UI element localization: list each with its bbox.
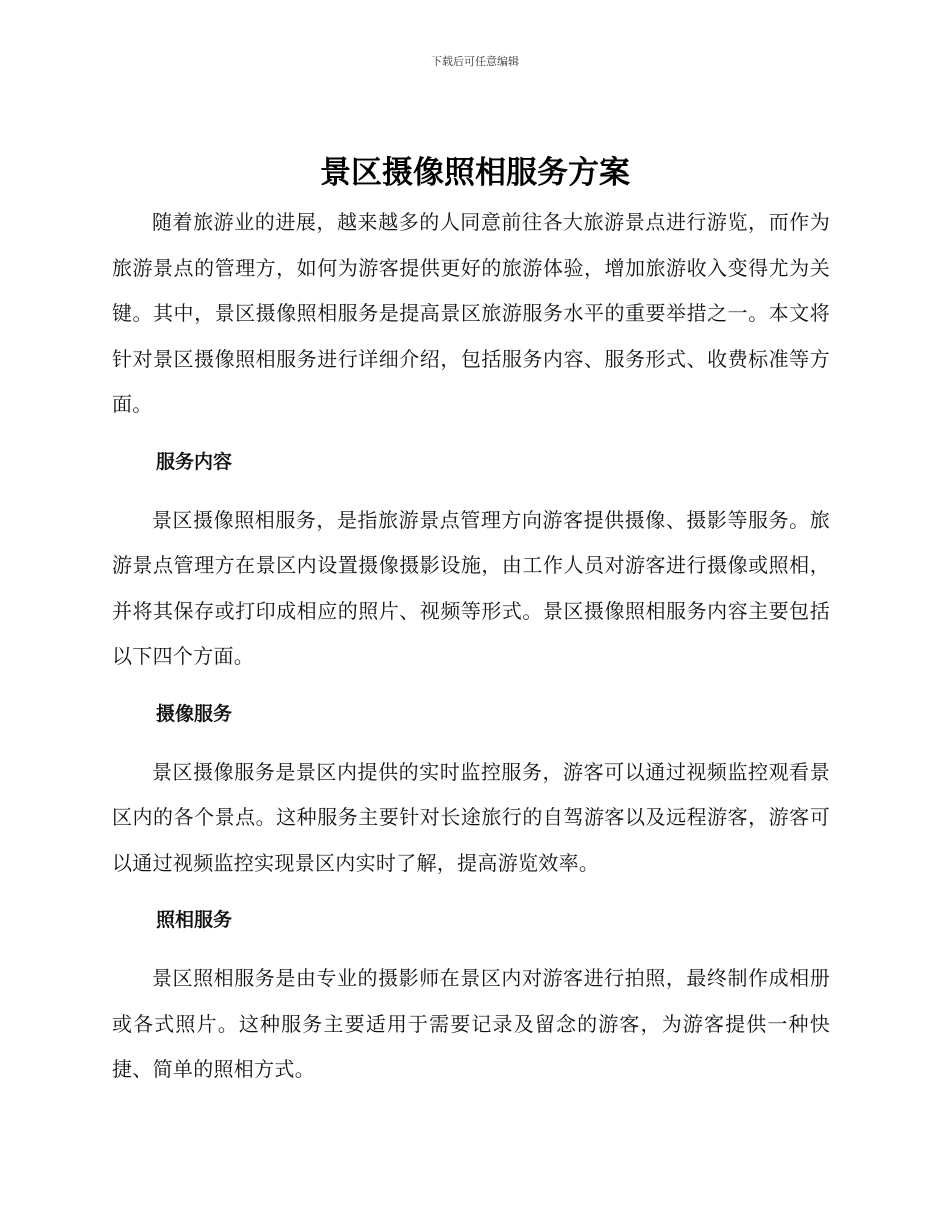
spacer — [112, 680, 830, 692]
section-body-video-service: 景区摄像服务是景区内提供的实时监控服务，游客可以通过视频监控观看景区内的各个景点。这种服务主要针对长途旅行的自驾游客以及远程游客，游客可以通过视频监控实现景区内实时了解，提高游览效率。 — [112, 759, 830, 875]
document-title: 景区摄像照相服务方案 — [320, 155, 630, 191]
section-heading-video-service: 摄像服务 — [156, 702, 233, 725]
spacer — [112, 886, 830, 898]
page-header-note: 下载后可任意编辑 — [431, 55, 519, 68]
section-body-service-content: 景区摄像照相服务，是指旅游景点管理方向游客提供摄像、摄影等服务。旅游景点管理方在景区内设置摄像摄影设施，由工作人员对游客进行摄像或照相，并将其保存或打印成相应的照片、视频等形式。景区摄像照相服务内容主要包括以下四个方面。 — [112, 507, 830, 668]
section-body-photo-service: 景区照相服务是由专业的摄影师在景区内对游客进行拍照，最终制作成相册或各式照片。这种服务主要适用于需要记录及留念的游客，为游客提供一种快捷、简单的照相方式。 — [112, 966, 830, 1081]
spacer — [112, 943, 830, 956]
document-body — [112, 200, 830, 1093]
section-heading-service-content: 服务内容 — [156, 450, 233, 473]
intro-paragraph: 随着旅游业的进展，越来越多的人同意前往各大旅游景点进行游览，而作为旅游景点的管理方，如何为游客提供更好的旅游体验，增加旅游收入变得尤为关键。其中，景区摄像照相服务是提高景区旅游服务水平的重要举措之一。本文将针对景区摄像照相服务进行详细介绍，包括服务内容、服务形式、收费标准等方面。 — [112, 210, 830, 416]
section-heading-photo-service: 照相服务 — [156, 909, 233, 931]
spacer — [112, 737, 830, 750]
spacer — [112, 485, 830, 498]
spacer — [112, 428, 830, 440]
